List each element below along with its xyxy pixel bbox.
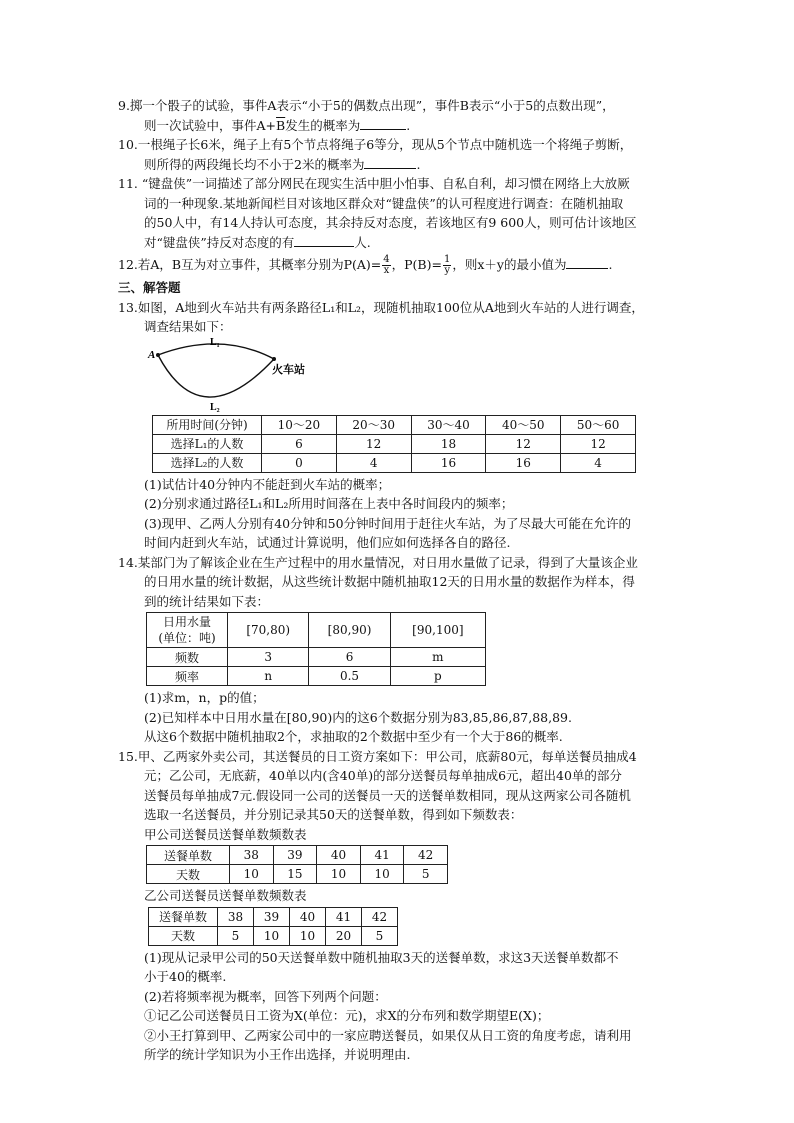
- cell: 40～50: [486, 415, 561, 434]
- cell: 0.5: [309, 667, 390, 686]
- q13-line2: 调查结果如下：: [144, 319, 232, 334]
- q12-line: 12.若A，B互为对立事件，其概率分别为P(A)= $\frac{4}{x}$ ，P(B)= $\frac{1}{y}$ ，则x＋y的最小值为 .: [118, 254, 613, 276]
- q9-line1: 9.掷一个骰子的试验，事件A表示“小于5的偶数点出现”，事件B表示“小于5的点数出现”，: [118, 98, 615, 113]
- point-station: [272, 357, 276, 361]
- cell: 3: [228, 648, 309, 667]
- q13-s1: (1)试估计40分钟内不能赶到火车站的概率；: [144, 476, 391, 492]
- cell: 6: [262, 434, 337, 453]
- q14-line3: 到的统计结果如下表：: [144, 593, 270, 609]
- section-heading: 三、解答题: [118, 280, 181, 295]
- q15-line3: 送餐员每单抽成7元.假设同一公司的送餐员一天的送餐单数相同，现从这两家公司各随机: [144, 787, 631, 803]
- cell: 20～30: [336, 415, 411, 434]
- q14-table: [146, 612, 486, 686]
- cell: 频数: [147, 648, 228, 667]
- fraction-1-over-y: $\frac{1}{y}$: [443, 254, 451, 276]
- cell: 选择L₂的人数: [153, 453, 262, 472]
- cell: 20: [326, 926, 362, 945]
- q13-s2: (2)分别求通过路径L₁和L₂所用时间落在上表中各时间段内的频率；: [144, 496, 514, 511]
- answer-blank: [360, 117, 406, 130]
- cell: 42: [404, 846, 448, 865]
- cell: 10: [254, 926, 290, 945]
- cell: 频率: [147, 667, 228, 686]
- cell: 10: [290, 926, 326, 945]
- q11-line3: 的50人中，有14人持认可态度，其余持反对态度，若该地区有9 600人，则可估计该地区: [144, 215, 637, 230]
- q15-line1: 15.甲、乙两家外卖公司，其送餐员的日工资方案如下：甲公司，底薪80元，每单送餐员抽成4: [118, 748, 637, 764]
- q11-line2: 词的一种现象.某地新闻栏目对该地区群众对“键盘侠”的认可程度进行调查：在随机抽取: [144, 195, 624, 211]
- cell: 41: [360, 846, 404, 865]
- label-a: A: [148, 348, 156, 361]
- answer-blank: [294, 234, 354, 247]
- cell: [70,80): [228, 613, 309, 648]
- q15-s1b: 小于40的概率.: [144, 969, 227, 984]
- cell: 16: [411, 453, 486, 472]
- q14-s2a: (2)已知样本中日用水量在[80,90)内的这6个数据分别为83,85,86,87,88,89.: [144, 709, 572, 725]
- q13-line1: 13.如图，A地到火车站共有两条路径L₁和L₂，现随机抽取100位从A地到火车站的人进行调查，: [118, 299, 644, 315]
- point-a: [156, 353, 160, 357]
- cell: 42: [362, 907, 398, 926]
- cell: 41: [326, 907, 362, 926]
- q15-table-a-title: 甲公司送餐员送餐单数频数表: [144, 826, 307, 842]
- route-diagram: [146, 337, 346, 413]
- worksheet-page: [118, 96, 678, 1065]
- cell: 5: [362, 926, 398, 945]
- cell: 10: [360, 865, 404, 884]
- cell: m: [390, 648, 485, 667]
- cell: 4: [336, 453, 411, 472]
- q15-line2: 元；乙公司，无底薪，40单以内(含40单)的部分送餐员每单抽成6元，超出40单的部分: [144, 768, 622, 783]
- q13-table: [152, 415, 636, 473]
- cell: 10: [230, 865, 274, 884]
- cell: 日用水量 (单位：吨): [147, 613, 228, 648]
- cell: 5: [218, 926, 254, 945]
- q15-table-b-title: 乙公司送餐员送餐单数频数表: [144, 888, 307, 903]
- cell: 38: [218, 907, 254, 926]
- q10-line1: 10.一根绳子长6米，绳子上有5个节点将绳子6等分，现从5个节点中随机选一个将绳子剪断，: [118, 137, 633, 152]
- answer-blank: [364, 156, 416, 169]
- cell: 40: [317, 846, 361, 865]
- fraction-4-over-x: $\frac{4}{x}$: [383, 254, 390, 276]
- q15-s1a: (1)现从记录甲公司的50天送餐单数中随机抽取3天的送餐单数，求这3天送餐单数都不: [144, 949, 619, 965]
- answer-blank: [566, 256, 608, 269]
- b-bar: $\overline{B}$: [276, 117, 286, 133]
- q13-s3b: 时间内赶到火车站，试通过计算说明，他们应如何选择各自的路径.: [144, 535, 511, 550]
- q14-line2: 的日用水量的统计数据，从这些统计数据中随机抽取12天的日用水量的数据作为样本，得: [144, 574, 635, 589]
- cell: 50～60: [561, 415, 636, 434]
- cell: 12: [336, 434, 411, 453]
- cell: 0: [262, 453, 337, 472]
- q15-s2-2a: ②小王打算到甲、乙两家公司中的一家应聘送餐员，如果仅从日工资的角度考虑，请利用: [144, 1027, 632, 1043]
- cell: 所用时间(分钟): [153, 415, 262, 434]
- q15-s2: (2)若将频率视为概率，回答下列两个问题：: [144, 988, 387, 1004]
- cell: 39: [254, 907, 290, 926]
- q15-s2-2b: 所学的统计学知识为小王作出选择，并说明理由.: [144, 1047, 411, 1062]
- cell: 选择L₁的人数: [153, 434, 262, 453]
- route-l2-curve: [158, 355, 274, 397]
- q9-line2: 则一次试验中，事件$A+\overline{B}$发生的概率为 .: [144, 117, 411, 133]
- cell: [80,90): [309, 613, 390, 648]
- q11-line4: 对“键盘侠”持反对态度的有 人.: [144, 234, 371, 250]
- q10-line2: 则所得的两段绳长均不小于2米的概率为 .: [144, 156, 421, 172]
- cell: 4: [561, 453, 636, 472]
- q14-s1: (1)求m，n，p的值；: [144, 690, 265, 705]
- cell: 5: [404, 865, 448, 884]
- cell: n: [228, 667, 309, 686]
- cell: 30～40: [411, 415, 486, 434]
- cell: 18: [411, 434, 486, 453]
- cell: 天数: [147, 865, 230, 884]
- label-l1: L₁: [210, 336, 220, 348]
- q14-s2b: 从这6个数据中随机抽取2个，求抽取的2个数据中至少有一个大于86的概率.: [144, 729, 563, 744]
- cell: 12: [486, 434, 561, 453]
- cell: 10: [317, 865, 361, 884]
- cell: p: [390, 667, 485, 686]
- label-station: 火车站: [272, 362, 305, 376]
- cell: 40: [290, 907, 326, 926]
- q15-table-b: [148, 907, 398, 946]
- cell: 6: [309, 648, 390, 667]
- q15-s2-1: ①记乙公司送餐员日工资为X(单位：元)，求X的分布列和数学期望E(X)；: [144, 1008, 550, 1023]
- cell: 送餐单数: [149, 907, 218, 926]
- cell: 16: [486, 453, 561, 472]
- cell: 38: [230, 846, 274, 865]
- cell: 10～20: [262, 415, 337, 434]
- cell: 12: [561, 434, 636, 453]
- q14-line1: 14.某部门为了解该企业在生产过程中的用水量情况，对日用水量做了记录，得到了大量该企业: [118, 554, 638, 570]
- cell: 天数: [149, 926, 218, 945]
- cell: [90,100]: [390, 613, 485, 648]
- q13-s3a: (3)现甲、乙两人分别有40分钟和50分钟时间用于赶往火车站，为了尽最大可能在允许的: [144, 515, 632, 531]
- label-l2: L₂: [210, 401, 220, 413]
- cell: 39: [273, 846, 317, 865]
- q15-line4: 选取一名送餐员，并分别记录其50天的送餐单数，得到如下频数表：: [144, 807, 523, 822]
- q11-line1: 11. “键盘侠”一词描述了部分网民在现实生活中胆小怕事、自私自利，却习惯在网络上大放厥: [118, 176, 630, 191]
- cell: 15: [273, 865, 317, 884]
- q15-table-a: [146, 845, 448, 884]
- cell: 送餐单数: [147, 846, 230, 865]
